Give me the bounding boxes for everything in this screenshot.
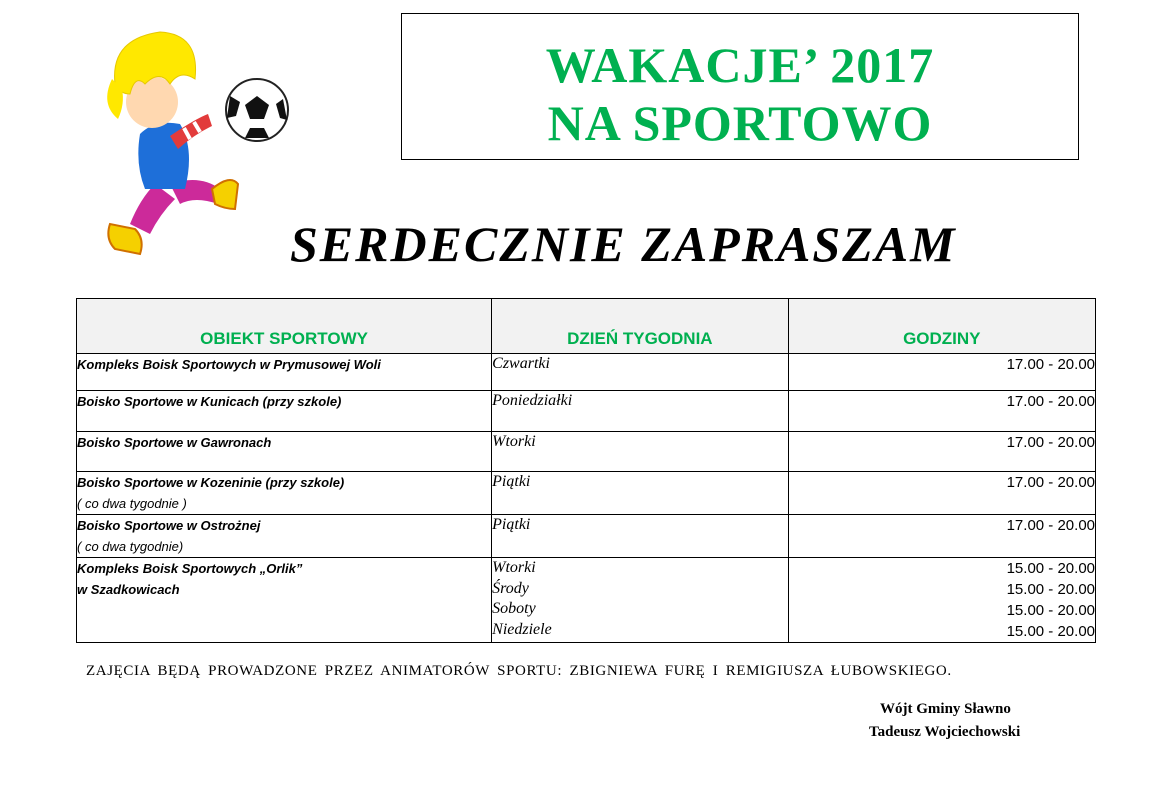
football-icon bbox=[226, 79, 288, 141]
facility-cell bbox=[77, 515, 492, 558]
day-cell bbox=[492, 515, 788, 558]
facility-name: Kompleks Boisk Sportowych w Prymusowej Woli bbox=[77, 357, 381, 372]
facility-cell bbox=[77, 354, 492, 391]
table-row bbox=[77, 472, 1096, 515]
facility-name: Boisko Sportowe w Kozeninie (przy szkole) bbox=[77, 475, 345, 490]
day-value: Poniedziałki bbox=[492, 392, 573, 409]
facility-name: Boisko Sportowe w Kunicach (przy szkole) bbox=[77, 394, 342, 409]
facility-name: Boisko Sportowe w Gawronach bbox=[77, 435, 272, 450]
day-value: Soboty bbox=[492, 600, 536, 617]
facility-note: ( co dwa tygodnie) bbox=[77, 539, 184, 554]
table-row bbox=[77, 558, 1096, 643]
invitation-heading: SERDECZNIE ZAPRASZAM bbox=[290, 216, 957, 272]
table-row bbox=[77, 432, 1096, 472]
signature-name: Tadeusz Wojciechowski bbox=[869, 724, 1021, 740]
title-line-1: WAKACJE’ 2017 bbox=[545, 37, 935, 93]
day-cell bbox=[492, 391, 788, 432]
facility-name: Kompleks Boisk Sportowych „Orlik” bbox=[77, 561, 303, 576]
facility-name: Boisko Sportowe w Ostrożnej bbox=[77, 518, 261, 533]
hours-cell bbox=[788, 432, 1095, 472]
hours-value: 15.00 - 20.00 bbox=[1006, 581, 1095, 598]
table-header-row bbox=[77, 299, 1096, 354]
day-value: Środy bbox=[492, 579, 529, 597]
hours-value: 15.00 - 20.00 bbox=[1006, 623, 1095, 640]
day-value: Piątki bbox=[492, 473, 531, 490]
hours-cell bbox=[788, 515, 1095, 558]
animators-note: ZAJĘCIA BĘDĄ PROWADZONE PRZEZ ANIMATORÓW SPORTU: ZBIGNIEWA FURĘ I REMIGIUSZA ŁUBOWSKIEGO. bbox=[86, 663, 952, 679]
hours-value: 17.00 - 20.00 bbox=[1006, 517, 1095, 534]
facility-cell bbox=[77, 472, 492, 515]
hours-cell bbox=[788, 558, 1095, 643]
hours-cell bbox=[788, 391, 1095, 432]
hours-value: 17.00 - 20.00 bbox=[1006, 474, 1095, 491]
facility-cell bbox=[77, 432, 492, 472]
title-box bbox=[401, 13, 1079, 160]
hours-value: 17.00 - 20.00 bbox=[1006, 434, 1095, 451]
table-row bbox=[77, 391, 1096, 432]
facility-cell bbox=[77, 558, 492, 643]
day-value: Wtorki bbox=[492, 559, 536, 576]
day-value: Niedziele bbox=[492, 620, 552, 638]
facility-cell bbox=[77, 391, 492, 432]
day-value: Piątki bbox=[492, 516, 531, 533]
header-day-of-week: DZIEŃ TYGODNIA bbox=[492, 299, 788, 354]
day-cell bbox=[492, 472, 788, 515]
day-value: Wtorki bbox=[492, 433, 536, 450]
facility-location: w Szadkowicach bbox=[77, 582, 180, 597]
table-row bbox=[77, 515, 1096, 558]
hours-cell bbox=[788, 354, 1095, 391]
hours-cell bbox=[788, 472, 1095, 515]
facility-note: ( co dwa tygodnie ) bbox=[77, 496, 187, 511]
schedule-table bbox=[76, 298, 1096, 643]
day-value: Czwartki bbox=[492, 355, 550, 372]
table-row bbox=[77, 354, 1096, 391]
hours-value: 17.00 - 20.00 bbox=[1006, 356, 1095, 373]
hours-value: 15.00 - 20.00 bbox=[1006, 560, 1095, 577]
day-cell bbox=[492, 354, 788, 391]
child-playing-football-illustration bbox=[100, 24, 300, 269]
day-cell bbox=[492, 432, 788, 472]
header-hours: GODZINY bbox=[788, 299, 1095, 354]
hours-value: 15.00 - 20.00 bbox=[1006, 602, 1095, 619]
title-line-2: NA SPORTOWO bbox=[547, 95, 933, 151]
header-sports-facility: OBIEKT SPORTOWY bbox=[77, 299, 492, 354]
day-cell bbox=[492, 558, 788, 643]
signature-role: Wójt Gminy Sławno bbox=[880, 701, 1011, 717]
hours-value: 17.00 - 20.00 bbox=[1006, 393, 1095, 410]
